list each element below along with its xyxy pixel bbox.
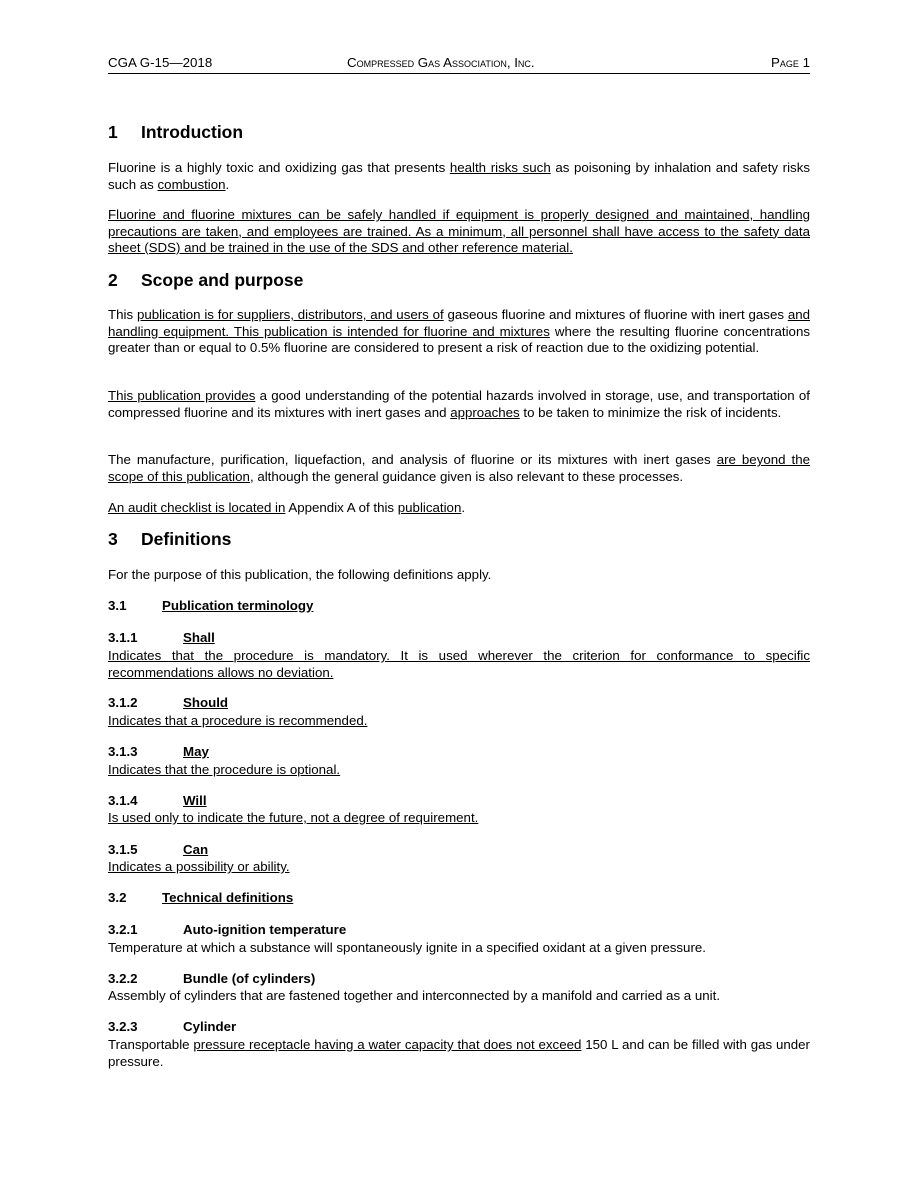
section-number: 3 <box>108 529 118 549</box>
section-1-paragraph-2: Fluorine and fluorine mixtures can be safely handled if equipment is properly designed and maintained, handling precautions are taken, and employees are trained. As a minimum, all personnel shall have access to the safety data sheet (SDS) and be trained in the use of the SDS and other reference material. <box>108 207 810 255</box>
definition-can-text: Indicates a possibility or ability. <box>108 859 290 874</box>
definition-will-heading: 3.1.4 Will <box>108 793 207 808</box>
definition-bundle-text: Assembly of cylinders that are fastened together and interconnected by a manifold and carried as a unit. <box>108 988 721 1003</box>
section-number: 1 <box>108 122 118 142</box>
definition-shall-text: Indicates that the procedure is mandatory. It is used wherever the criterion for conformance to specific recommendations allows no deviation. <box>108 648 810 680</box>
subsection-3-1-heading: 3.1 Publication terminology <box>108 598 314 613</box>
section-title: Introduction <box>141 122 244 142</box>
header-organization: Compressed Gas Association, Inc. <box>347 54 535 70</box>
section-2-paragraph-1: This publication is for suppliers, distributors, and users of gaseous fluorine and mixtures of fluorine with inert gases and handling equipment. This publication is intended for fluorine and mixtures where the resulting fluorine concentrations greater than or equal to 0.5% fluorine are considered to present a risk of reaction due to the oxidizing potential. <box>108 307 810 355</box>
definition-cylinder-heading: 3.2.3 Cylinder <box>108 1019 237 1034</box>
definition-should-text: Indicates that a procedure is recommended. <box>108 713 368 728</box>
definition-cylinder-text: Transportable pressure receptacle having a water capacity that does not exceed 150 L and can be filled with gas under pressure. <box>108 1037 810 1069</box>
page-header <box>108 55 810 74</box>
definition-may-text: Indicates that the procedure is optional. <box>108 762 341 777</box>
definition-may-heading: 3.1.3 May <box>108 744 209 759</box>
section-1-paragraph-1: Fluorine is a highly toxic and oxidizing gas that presents health risks such as poisoning by inhalation and safety risks such as combustion. <box>108 160 810 192</box>
section-2-paragraph-2: This publication provides a good understanding of the potential hazards involved in storage, use, and transportation of compressed fluorine and its mixtures with inert gases and approaches to be taken to minimize the risk of incidents. <box>108 388 810 420</box>
section-3-intro: For the purpose of this publication, the following definitions apply. <box>108 567 492 582</box>
section-2-paragraph-3: The manufacture, purification, liquefaction, and analysis of fluorine or its mixtures with inert gases are beyond the scope of this publication, although the general guidance given is also relevant to these processes. <box>108 452 811 484</box>
header-page-number: Page 1 <box>771 54 810 70</box>
subsection-3-2-heading: 3.2 Technical definitions <box>108 890 294 905</box>
definition-will-text: Is used only to indicate the future, not a degree of requirement. <box>108 810 479 825</box>
section-2-paragraph-4: An audit checklist is located in Appendix A of this publication. <box>108 500 466 515</box>
definition-can-heading: 3.1.5 Can <box>108 842 209 857</box>
header-document-id: CGA G-15—2018 <box>108 54 213 70</box>
definition-should-heading: 3.1.2 Should <box>108 695 229 710</box>
section-title: Scope and purpose <box>141 270 304 290</box>
section-3-heading <box>108 531 231 548</box>
definition-shall-heading: 3.1.1 Shall <box>108 630 215 645</box>
definition-bundle-heading: 3.2.2 Bundle (of cylinders) <box>108 971 316 986</box>
section-2-heading <box>108 272 303 289</box>
section-1-heading <box>108 124 243 141</box>
section-number: 2 <box>108 270 118 290</box>
definition-auto-ignition-heading: 3.2.1 Auto-ignition temperature <box>108 922 347 937</box>
definition-auto-ignition-text: Temperature at which a substance will spontaneously ignite in a specified oxidant at a given pressure. <box>108 940 706 955</box>
section-title: Definitions <box>141 529 232 549</box>
